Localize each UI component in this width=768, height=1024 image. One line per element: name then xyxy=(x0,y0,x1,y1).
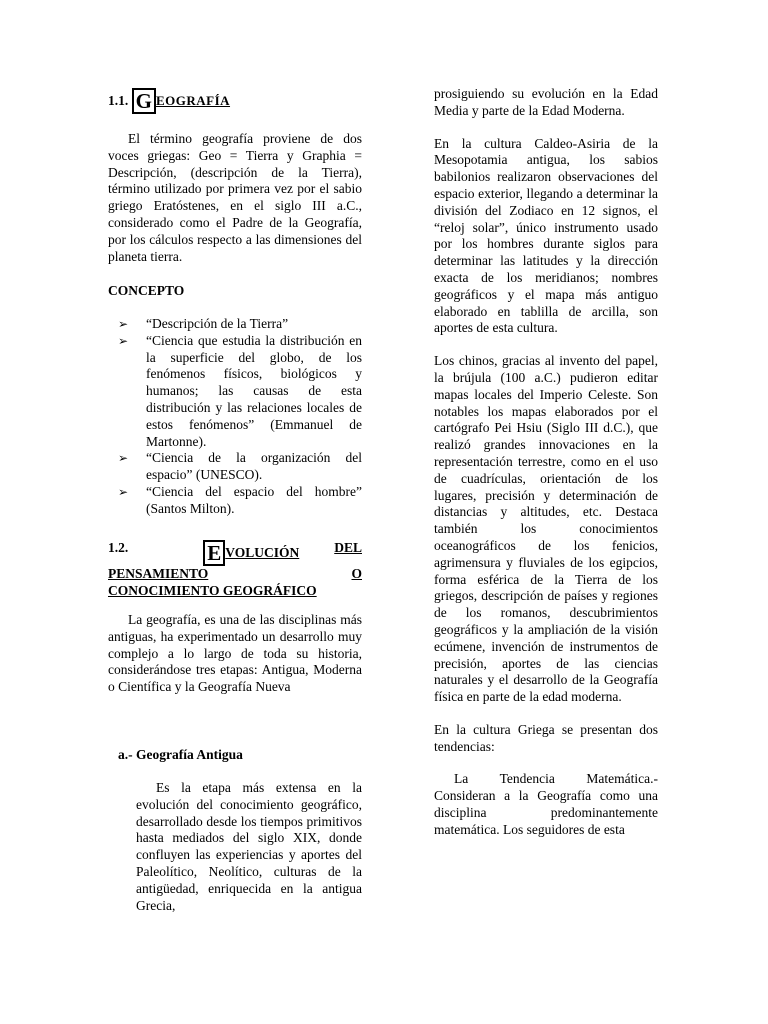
concept-item xyxy=(118,333,362,451)
arrow-bullet-icon: ➢ xyxy=(118,484,129,499)
subsection-a-text: Es la etapa más extensa en la evolución del conocimiento geográfico, desarrollado desde los tiempos primitivos hasta mediados del siglo XIX, donde confluyen las experiencias y aportes del Paleolítico, Neolítico, culturas de la antigüedad, enriquecida en la antigua Grecia, xyxy=(136,780,362,913)
section-2-title-word: VOLUCIÓN xyxy=(225,545,300,560)
section-1-intro: El término geografía proviene de dos voces griegas: Geo = Tierra y Graphia = Descripción, (descripción de la Tierra), término utilizado por primera vez por el sabio griego Eratóstenes, en el siglo III a.C., considerado como el Padre de la Geografía, por los cálculos respecto a las dimensiones del planeta tierra. xyxy=(108,131,362,264)
right-column xyxy=(434,86,658,839)
arrow-bullet-icon: ➢ xyxy=(118,333,129,348)
concept-text: “Ciencia que estudia la distribución en la superficie del globo, de los fenómenos físicos, biológicos y humanos; las causas de esta distribución y las relaciones locales de estos fenómenos” (Emmanuel de Martonne). xyxy=(146,332,362,449)
concept-item xyxy=(118,316,362,333)
concept-heading: CONCEPTO xyxy=(108,283,185,298)
section-2-intro: La geografía, es una de las disciplinas más antiguas, ha experimentado un desarrollo muy complejo a lo largo de toda su historia, considerándose tres etapas: Antigua, Moderna o Científica y la Geografía Nueva xyxy=(108,612,362,695)
section-1-heading xyxy=(108,88,230,114)
section-1-number: 1.1. xyxy=(108,93,129,108)
arrow-bullet-icon: ➢ xyxy=(118,317,129,331)
section-2-title-word: PENSAMIENTO xyxy=(108,566,209,581)
section-2-heading xyxy=(108,540,362,600)
right-paragraph: prosiguiendo su evolución en la Edad Media y parte de la Edad Moderna. xyxy=(434,86,658,118)
concept-text: “Ciencia del espacio del hombre” (Santos Milton). xyxy=(146,483,362,516)
section-2-title-word: O xyxy=(351,566,362,581)
concept-item xyxy=(118,484,362,518)
section-2-title-line: CONOCIMIENTO GEOGRÁFICO xyxy=(108,582,317,598)
right-paragraph: En la cultura Caldeo-Asiria de la Mesopotamia antigua, los sabios babilonios realizaron observaciones del espacio exterior, llegando a determinar la división del Zodiaco en 12 signos, el “reloj solar”, único instrumento usado por los hombres durante siglos para determinar las latitudes y la dirección exacta de los meridianos; nombres geográficos y el mapa más antiguo elaborado en tablilla de arcilla, son aportes de esta cultura. xyxy=(434,135,658,336)
subsection-a-heading: a.- Geografía Antigua xyxy=(118,747,243,762)
section-2-title-word: DEL xyxy=(334,540,362,555)
concept-text: “Descripción de la Tierra” xyxy=(146,316,289,331)
section-1-title: EOGRAFÍA xyxy=(155,93,231,108)
section-1-intro-block xyxy=(108,131,362,265)
right-paragraph: Los chinos, gracias al invento del papel, la brújula (100 a.C.) pudieron editar mapas locales del Imperio Celeste. Son notables los mapas elaborados por el cartógrafo Pei Hsiu (Siglo III d.C.), que realizó grandes innovaciones en la representación terrestre, como en el uso de cuadrículas, orientación de los lugares, precisión y determinación de distancias y altitudes, etc. Destaca también los conocimientos oceanográficos de los fenicios, agrimensura y fluviales de los egipcios, forma esférica de la Tierra de los griegos, descripción de países y regiones de los romanos, descubrimientos geográficos y la ampliación de la visión ecúmene, invención de instrumentos de precisión, aportes de las ciencias naturales y el desarrollo de la Geografía física en parte de la edad moderna. xyxy=(434,353,658,705)
section-2-number: 1.2. xyxy=(108,540,129,555)
subsection-a-block xyxy=(136,780,362,914)
section-2-dropcap: E xyxy=(203,540,225,566)
section-2-intro-block xyxy=(108,612,362,696)
concept-list xyxy=(118,316,362,518)
arrow-bullet-icon: ➢ xyxy=(118,451,129,466)
concept-text: “Ciencia de la organización del espacio” (UNESCO). xyxy=(146,450,362,483)
right-paragraph: La Tendencia Matemática.- Consideran a la Geografía como una disciplina predominantemente matemática. Los seguidores de esta xyxy=(434,771,658,837)
section-1-dropcap: G xyxy=(132,88,156,114)
concept-item xyxy=(118,450,362,484)
right-paragraph: En la cultura Griega se presentan dos tendencias: xyxy=(434,721,658,754)
